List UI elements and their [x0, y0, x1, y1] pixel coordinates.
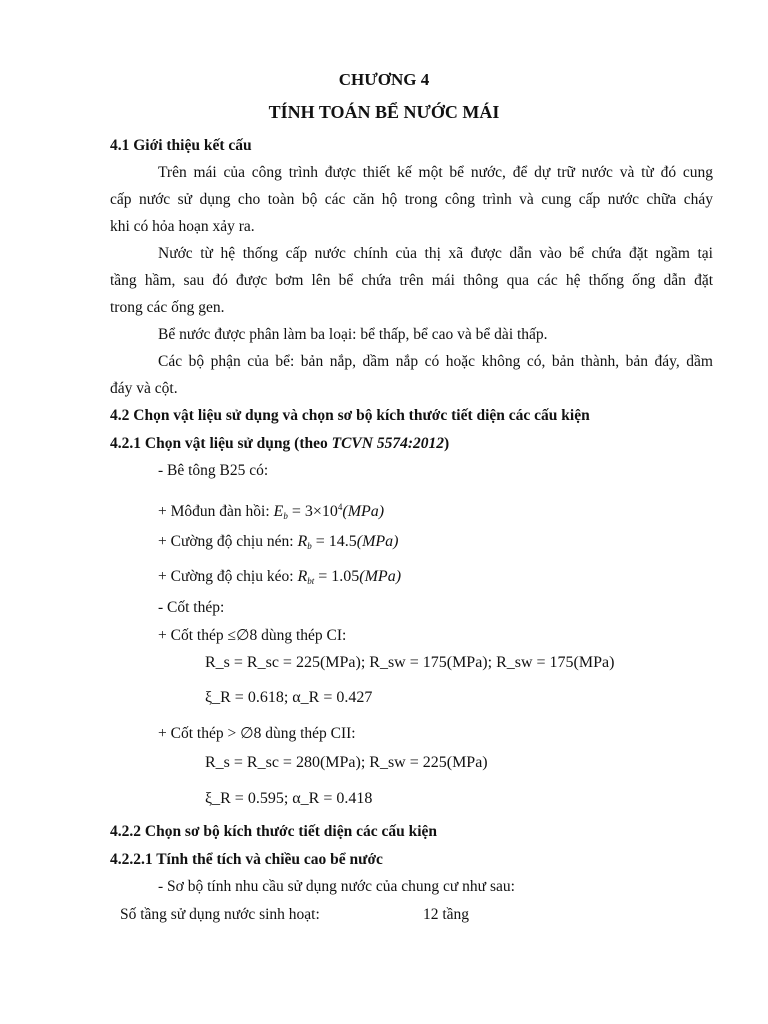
cii-equation-1: R_s = R_sc = 280(MPa); R_sw = 225(MPa) — [205, 754, 488, 771]
para-1-line-1: Trên mái của công trình được thiết kế một bể nước, để dự trữ nước và từ đó cung — [158, 164, 713, 181]
steel-label: - Cốt thép: — [158, 599, 225, 616]
steel-cii-label: + Cốt thép > ∅8 dùng thép CII: — [158, 725, 356, 742]
chapter-number: CHƯƠNG 4 — [338, 70, 430, 89]
floors-value: 12 tầng — [423, 906, 470, 923]
para-3: Bể nước được phân làm ba loại: bể thấp, bể cao và bể dài thấp. — [158, 326, 548, 343]
section-4-2-heading: 4.2 Chọn vật liệu sử dụng và chọn sơ bộ kích thước tiết diện các cấu kiện — [110, 407, 590, 424]
para-4-line-1: Các bộ phận của bể: bản nắp, dầm nắp có hoặc không có, bản thành, bản đáy, dầm — [158, 353, 713, 370]
compressive-label: + Cường độ chịu nén: — [158, 533, 294, 550]
demand-line: - Sơ bộ tính nhu cầu sử dụng nước của chung cư như sau: — [158, 878, 515, 895]
para-4-line-2: đáy và cột. — [110, 380, 178, 397]
modulus-label: + Môđun đàn hồi: — [158, 503, 270, 520]
modulus-equation: $E_b = 3\times 10^4(MPa)$ — [273, 502, 385, 521]
compressive-row — [158, 532, 399, 556]
section-4-2-2-1-heading: 4.2.2.1 Tính thể tích và chiều cao bể nước — [110, 851, 383, 868]
tensile-label: + Cường độ chịu kéo: — [158, 568, 294, 585]
concrete-label: - Bê tông B25 có: — [158, 462, 269, 479]
para-1-line-3: khi có hỏa hoạn xảy ra. — [110, 218, 255, 235]
tensile-row — [158, 567, 401, 591]
section-4-1-heading: 4.1 Giới thiệu kết cấu — [110, 137, 252, 154]
tensile-equation: $R_{bt} = 1.05(MPa)$ — [297, 568, 402, 586]
ci-equation-1: R_s = R_sc = 225(MPa); R_sw = 175(MPa); R_sw = 175(MPa) — [205, 654, 615, 671]
compressive-equation: $R_b = 14.5(MPa)$ — [297, 533, 399, 551]
para-2-line-1: Nước từ hệ thống cấp nước chính của thị xã được dẫn vào bể chứa đặt ngầm tại — [158, 245, 713, 262]
ci-equation-2: ξ_R = 0.618; α_R = 0.427 — [205, 689, 373, 706]
cii-equation-2: ξ_R = 0.595; α_R = 0.418 — [205, 790, 373, 807]
chapter-title: TÍNH TOÁN BỂ NƯỚC MÁI — [268, 102, 500, 122]
para-2-line-3: trong các ống gen. — [110, 299, 225, 316]
section-4-2-1-heading: 4.2.1 Chọn vật liệu sử dụng (theo TCVN 5574:2012) — [110, 435, 450, 452]
section-4-2-2-heading: 4.2.2 Chọn sơ bộ kích thước tiết diện các cấu kiện — [110, 823, 438, 840]
modulus-row — [158, 497, 384, 526]
steel-ci-label: + Cốt thép ≤∅8 dùng thép CI: — [158, 627, 347, 644]
para-1-line-2: cấp nước sử dụng cho toàn bộ các căn hộ trong công trình và cung cấp nước chữa cháy — [110, 191, 713, 208]
floors-label: Số tầng sử dụng nước sinh hoạt: — [120, 906, 320, 923]
para-2-line-2: tầng hầm, sau đó được bơm lên bể chứa trên mái thông qua các hệ thống ống dẫn đặt — [110, 272, 713, 289]
